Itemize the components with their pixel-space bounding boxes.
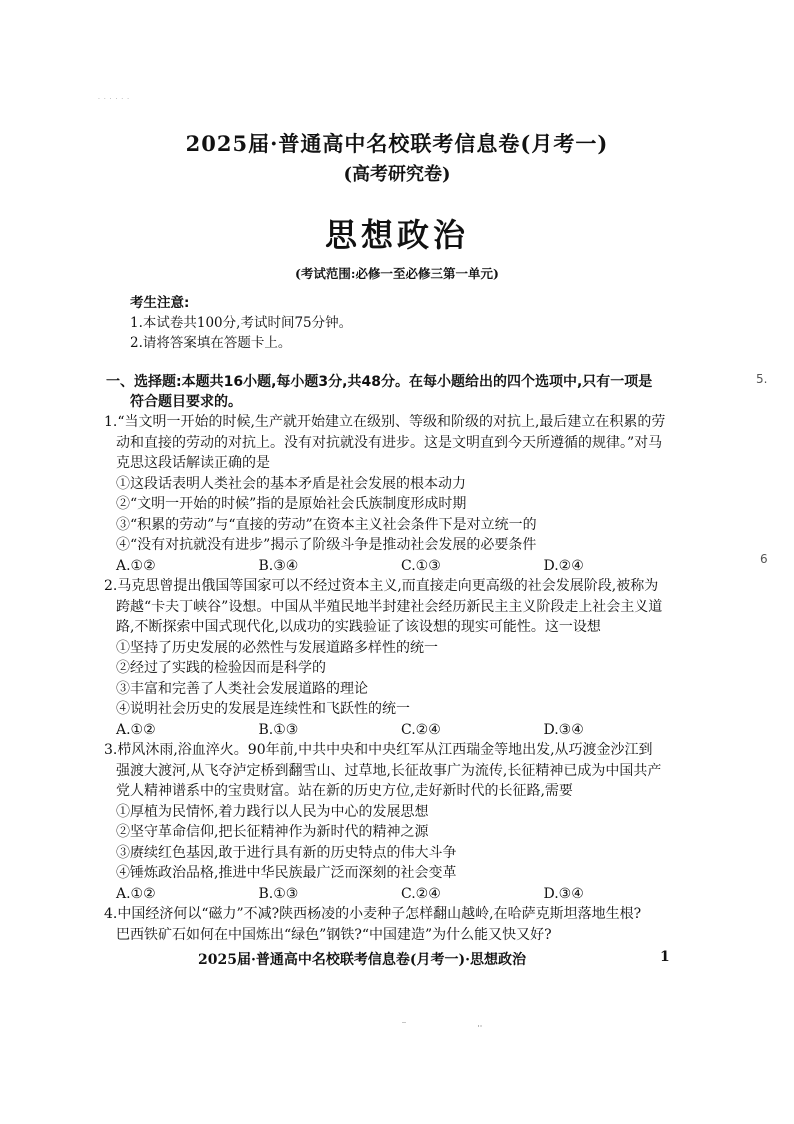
option-a: A.①② xyxy=(116,885,156,902)
section-line: 符合题目要求的。 xyxy=(130,394,242,410)
question-stem: 3.栉风沐雨,浴血淬火。90年前,中共中央和中央红军从江西瑞金等地出发,从巧渡金沙江到 xyxy=(104,742,653,758)
statement-item: ①这段话表明人类社会的基本矛盾是社会发展的根本动力 xyxy=(116,475,466,492)
answer-options xyxy=(116,720,686,741)
question-stem: 克思这段话解读正确的是 xyxy=(116,455,270,471)
scan-artifact: ‾ ·· xyxy=(402,1022,483,1031)
exam-subtitle: (高考研究卷) xyxy=(343,164,451,185)
section-heading xyxy=(106,372,686,412)
question-2 xyxy=(104,576,686,740)
exam-title: 2025届·普通高中名校联考信息卷(月考一) xyxy=(185,131,609,156)
subject-heading: 思想政治 xyxy=(324,216,469,254)
question-list xyxy=(104,412,686,945)
candidate-notice xyxy=(130,293,352,353)
scan-artifact: · · · · · · xyxy=(98,96,130,103)
notice-item: 1.本试卷共100分,考试时间75分钟。 xyxy=(130,315,353,331)
option-b: B.①③ xyxy=(258,885,299,902)
margin-mark: 6 xyxy=(760,552,768,566)
statement-item: ①厚植为民情怀,着力践行以人民为中心的发展思想 xyxy=(116,803,429,820)
option-d: D.③④ xyxy=(543,885,584,902)
question-stem: 路,不断探索中国式现代化,以成功的实践验证了该设想的现实可能性。这一设想 xyxy=(116,619,601,635)
option-b: B.①③ xyxy=(258,721,299,738)
question-stem: 动和直接的劳动的对抗上。没有对抗就没有进步。这是文明直到今天所遵循的规律。”对马 xyxy=(116,434,663,451)
margin-mark: 5. xyxy=(756,372,768,386)
option-c: C.①③ xyxy=(401,557,441,574)
answer-options xyxy=(116,884,686,905)
footer-text: 2025届·普通高中名校联考信息卷(月考一)·思想政治 xyxy=(198,952,526,968)
question-stem: 跨越“卡夫丁峡谷”设想。中国从半殖民地半封建社会经历新民主主义阶段走上社会主义道 xyxy=(116,598,663,615)
answer-options xyxy=(116,556,686,577)
statement-item: ②“文明一开始的时候”指的是原始社会氏族制度形成时期 xyxy=(116,496,467,512)
option-a: A.①② xyxy=(116,557,156,574)
statement-item: ④说明社会历史的发展是连续性和飞跃性的统一 xyxy=(116,701,410,717)
question-stem: 强渡大渡河,从飞夺泸定桥到翻雪山、过草地,长征故事广为流传,长征精神已成为中国共产 xyxy=(116,762,662,779)
question-stem: 1.“当文明一开始的时候,生产就开始建立在级别、等级和阶级的对抗上,最后建立在积累的劳 xyxy=(104,414,666,430)
exam-scope: (考试范围:必修一至必修三第一单元) xyxy=(295,266,499,281)
question-1 xyxy=(104,412,686,576)
page-number: 1 xyxy=(660,949,670,965)
statement-item: ②坚守革命信仰,把长征精神作为新时代的精神之源 xyxy=(116,824,429,840)
section-line: 一、选择题:本题共16小题,每小题3分,共48分。在每小题给出的四个选项中,只有一项是 xyxy=(106,374,653,390)
statement-item: ①坚持了历史发展的必然性与发展道路多样性的统一 xyxy=(116,639,438,656)
question-stem: 2.马克思曾提出俄国等国家可以不经过资本主义,而直接走向更高级的社会发展阶段,被称为 xyxy=(104,578,659,594)
option-c: C.②④ xyxy=(401,885,441,902)
question-stem: 巴西铁矿石如何在中国炼出“绿色”钢铁?“中国建造”为什么能又快又好? xyxy=(116,926,552,943)
statement-item: ④“没有对抗就没有进步”揭示了阶级斗争是推动社会发展的必要条件 xyxy=(116,537,537,553)
statement-item: ②经过了实践的检验因而是科学的 xyxy=(116,660,326,676)
statement-item: ④锤炼政治品格,推进中华民族最广泛而深刻的社会变革 xyxy=(116,865,457,881)
statement-item: ③赓续红色基因,敢于进行具有新的历史特点的伟大斗争 xyxy=(116,844,457,861)
option-c: C.②④ xyxy=(401,721,441,738)
notice-item: 2.请将答案填在答题卡上。 xyxy=(130,335,292,351)
notice-heading: 考生注意: xyxy=(130,295,190,311)
option-a: A.①② xyxy=(116,721,156,738)
option-d: D.③④ xyxy=(543,721,584,738)
question-stem: 党人精神谱系中的宝贵财富。站在新的历史方位,走好新时代的长征路,需要 xyxy=(116,783,573,799)
option-b: B.③④ xyxy=(258,557,299,574)
option-d: D.②④ xyxy=(543,557,584,574)
question-3 xyxy=(104,740,686,904)
page-footer xyxy=(0,949,794,969)
statement-item: ③“积累的劳动”与“直接的劳动”在资本主义社会条件下是对立统一的 xyxy=(116,516,537,533)
question-stem: 4.中国经济何以“磁力”不减?陕西杨凌的小麦种子怎样翻山越岭,在哈萨克斯坦落地生根? xyxy=(104,906,642,922)
question-4 xyxy=(104,904,686,945)
statement-item: ③丰富和完善了人类社会发展道路的理论 xyxy=(116,680,368,697)
